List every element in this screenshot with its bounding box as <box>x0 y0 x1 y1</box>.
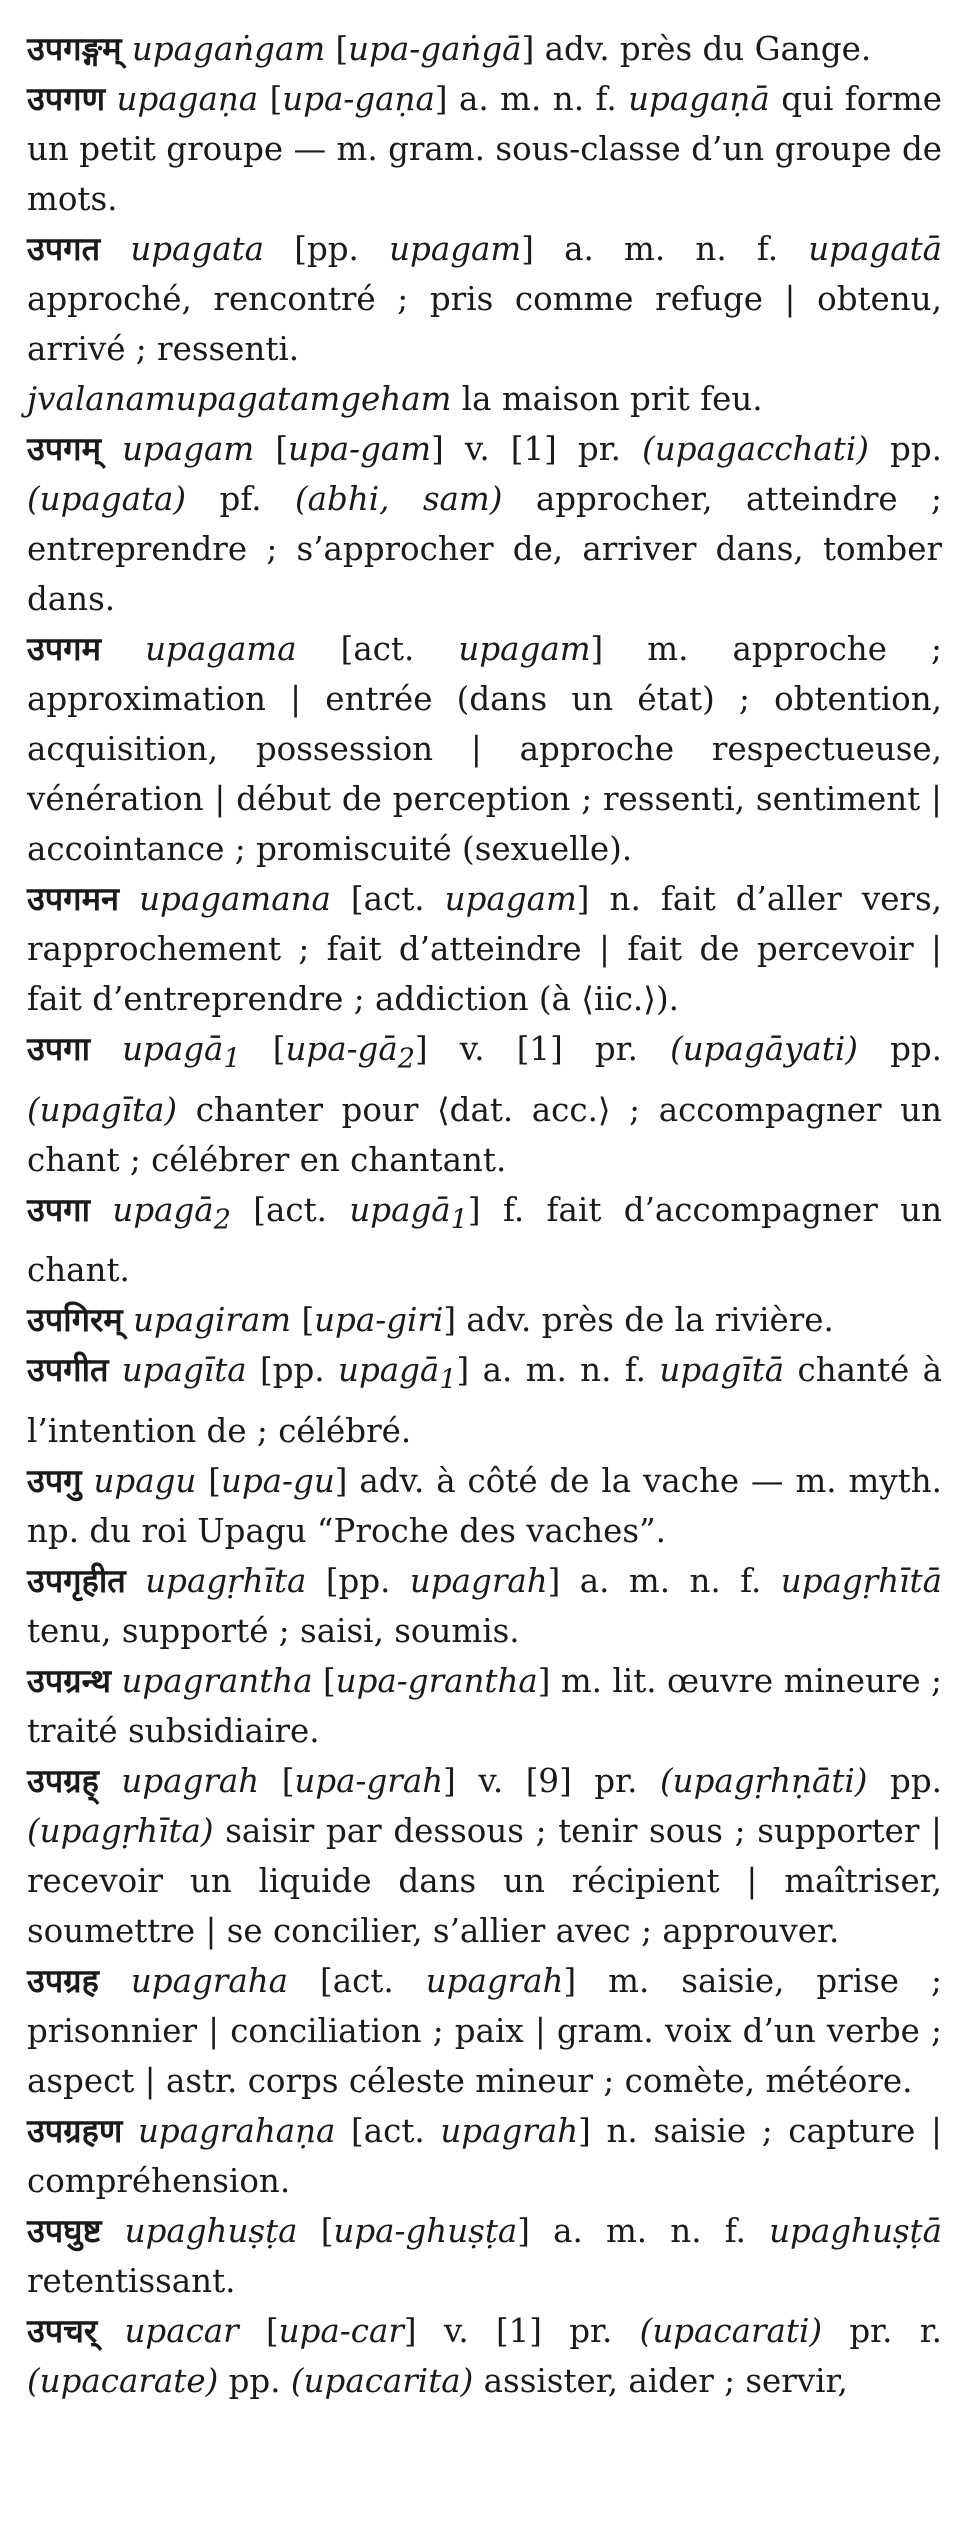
entry-upagata-example <box>27 374 942 424</box>
definition: chanter pour ⟨dat. acc.⟩ ; accompagner un chant ; célébrer en chantant. <box>27 1090 942 1179</box>
pp-form: (upagṛhīta) <box>27 1811 214 1850</box>
etymology: upagā$_1$ <box>338 1351 457 1396</box>
headword: उपगत <box>27 229 101 268</box>
etymology: upagrah <box>409 1561 548 1600</box>
definition: saisir par dessous ; tenir sous ; supporter | recevoir un liquide dans un récipient | maîtriser, soumettre | se concilier, s’allier avec ; approuver. <box>27 1811 942 1950</box>
transliteration: upagrah <box>121 1761 260 1800</box>
entry-upagangam: उपगङ्गम् upagaṅgam [upa-gaṅgā] adv. près du Gange. <box>27 29 872 68</box>
feminine-form: upaghuṣṭā <box>769 2211 942 2250</box>
etymology: upa-car <box>278 2311 404 2350</box>
feminine-form: upagatā <box>808 230 943 268</box>
entry-upagrantha: उपग्रन्थ upagrantha [upa-grantha] m. lit. œuvre mineure ; traité subsidiaire. <box>27 1660 942 1750</box>
definition: assister, aider ; servir, <box>483 2361 848 2400</box>
entry-upagam: उपगम् upagam [upa-gam] v. [1] pr. (upagacchati) pp. (upagata) pf. (abhi, sam) approcher, atteindre ; entreprendre ; s’approcher de, arriver dans, tomber dans. <box>27 429 943 618</box>
headword: उपगण <box>27 79 106 118</box>
headword: उपगीत <box>27 1350 109 1389</box>
etymology-type: act. <box>353 630 415 668</box>
entry-upagamana: उपगमन upagamana [act. upagam] n. fait d’aller vers, rapprochement ; fait d’atteindre | fait de percevoir | fait d’entreprendre ; addiction (à ⟨iic.⟩). <box>27 879 942 1018</box>
entry-upagana: उपगण upagaṇa [upa-gaṇa] a. m. n. f. upagaṇā qui forme un petit groupe — m. gram. sous-classe d’un groupe de mots. <box>27 79 942 218</box>
headword: उपगृहीत <box>27 1560 126 1600</box>
transliteration: upagā$_1$ <box>122 1030 241 1075</box>
headword: उपग्रहण <box>27 2110 123 2150</box>
homonym-index: 2 <box>213 1204 231 1235</box>
headword: उपग्रन्थ <box>27 1660 112 1700</box>
etymology-type: pp. <box>338 1561 391 1600</box>
etymology: upa-gam <box>288 430 432 468</box>
present-form: (upagacchati) <box>642 430 869 468</box>
transliteration: upagata <box>130 230 265 268</box>
etymology: upagam <box>444 880 577 918</box>
pp-label: pp. <box>228 2361 281 2400</box>
definition: adv. à côté de la vache — m. myth. np. du roi Upagu “Proche des vaches”. <box>27 1461 942 1550</box>
present-form: (upacarati) <box>639 2311 823 2350</box>
definition: retentissant. <box>27 2261 236 2300</box>
etymology-type: pp. <box>306 230 359 268</box>
etymology-type: pp. <box>272 1351 325 1389</box>
definition: chanté à l’intention de ; célébré. <box>27 1351 942 1450</box>
headword: उपचर् <box>27 2310 98 2350</box>
verb-class: v. [1] pr. <box>443 2311 613 2350</box>
etymology-type: act. <box>363 880 425 918</box>
transliteration: upagīta <box>121 1351 247 1389</box>
pp-label: pp. <box>890 1030 943 1068</box>
definition: qui forme un petit groupe — m. gram. sous-classe d’un groupe de mots. <box>27 80 942 218</box>
definition: m. approche ; approximation | entrée (dans un état) ; obtention, acquisition, possession | approche respectueuse, vénération | début de perception ; ressenti, sentiment | accointance ; promiscuité (sexuelle). <box>27 630 942 868</box>
present-form: (upagṛhṇāti) <box>659 1761 868 1800</box>
headword: उपग्रह् <box>27 1760 99 1800</box>
etymology: upa-gaṅgā <box>348 30 522 68</box>
entry-upagrahana: उपग्रहण upagrahaṇa [act. upagrah] n. saisie ; capture | compréhension. <box>27 2110 942 2200</box>
entry-upagita: उपगीत upagīta [pp. upagā$_1$] a. m. n. f. upagītā chanté à l’intention de ; célébré. <box>27 1350 942 1450</box>
headword: उपगम् <box>27 429 102 468</box>
present-form: (upagāyati) <box>670 1030 858 1068</box>
transliteration: upacar <box>124 2311 239 2350</box>
grammar: a. m. n. f. <box>482 1351 647 1389</box>
verb-class: v. [9] pr. <box>478 1761 638 1800</box>
entry-upaghusta: उपघुष्ट upaghuṣṭa [upa-ghuṣṭa] a. m. n. f. upaghuṣṭā retentissant. <box>27 2210 942 2300</box>
etymology: upa-gaṇa <box>282 80 435 118</box>
definition: m. saisie, prise ; prisonnier | conciliation ; paix | gram. voix d’un verbe ; aspect | astr. corps céleste mineur ; comète, météore. <box>27 1961 942 2100</box>
etymology: upa-grantha <box>335 1661 538 1700</box>
grammar: a. m. n. f. <box>564 230 779 268</box>
transliteration: upagaṇa <box>116 80 259 118</box>
transliteration: upagrantha <box>121 1661 313 1700</box>
pr-r-form: (upacarate) <box>27 2361 219 2400</box>
headword: उपघुष्ट <box>27 2210 102 2250</box>
entry-upagu: उपगु upagu [upa-gu] adv. à côté de la vache — m. myth. np. du roi Upagu “Proche des vaches”. <box>27 1460 942 1550</box>
etymology: upagrah <box>425 1961 564 2000</box>
definition: f. fait d’accompagner un chant. <box>27 1190 942 1289</box>
headword: उपगा <box>27 1029 90 1068</box>
etymology: upagam <box>389 230 522 268</box>
pf-label: pf. <box>219 480 262 518</box>
feminine-form: upagṛhītā <box>780 1561 942 1600</box>
entry-upagraha: उपग्रह upagraha [act. upagrah] m. saisie, prise ; prisonnier | conciliation ; paix | gram. voix d’un verbe ; aspect | astr. corps céleste mineur ; comète, météore. <box>27 1960 942 2100</box>
verb-class: v. [1] pr. <box>459 1030 638 1068</box>
etymology: upagam <box>458 630 591 668</box>
entry-upagiram: उपगिरम् upagiram [upa-giri] adv. près de la rivière. <box>27 1300 834 1339</box>
transliteration: upagṛhīta <box>145 1561 307 1600</box>
example-translation: la maison prit feu. <box>461 380 763 418</box>
verb-class: v. [1] pr. <box>464 430 622 468</box>
definition: adv. près du Gange. <box>544 30 872 68</box>
pp-form: (upagata) <box>27 480 187 518</box>
headword: उपग्रह <box>27 1960 99 2000</box>
headword: उपगम <box>27 629 102 668</box>
pr-r-label: pr. r. <box>849 2311 943 2350</box>
etymology: upa-gu <box>220 1461 335 1500</box>
definition: approcher, atteindre ; entreprendre ; s’approcher de, arriver dans, tomber dans. <box>27 480 943 618</box>
grammar: a. m. n. f. <box>579 1561 762 1600</box>
transliteration: upagamana <box>139 880 331 918</box>
definition: tenu, supporté ; saisi, soumis. <box>27 1611 520 1650</box>
definition: m. lit. œuvre mineure ; traité subsidiaire. <box>27 1661 942 1750</box>
headword: उपगमन <box>27 879 120 918</box>
definition: adv. près de la rivière. <box>466 1301 834 1339</box>
entry-upagrah: उपग्रह् upagrah [upa-grah] v. [9] pr. (upagṛhṇāti) pp. (upagṛhīta) saisir par dessous ; tenir sous ; supporter | recevoir un liquide dans un récipient | maîtriser, soumettre | se concilier, s’allier avec ; approuver. <box>27 1760 942 1950</box>
entry-upagama: उपगम upagama [act. upagam] m. approche ; approximation | entrée (dans un état) ; obtention, acquisition, possession | approche respectueuse, vénération | début de perception ; ressenti, sentiment | accointance ; promiscuité (sexuelle). <box>27 629 942 868</box>
definition: n. fait d’aller vers, rapprochement ; fait d’atteindre | fait de percevoir | fait d’entreprendre ; addiction (à ⟨iic.⟩). <box>27 880 942 1018</box>
etymology-type: act. <box>363 2111 425 2150</box>
transliteration: upaghuṣṭa <box>124 2211 298 2250</box>
transliteration: upagama <box>145 630 297 668</box>
entry-upaga-2: उपगा upagā$_2$ [act. upagā$_1$] f. fait d’accompagner un chant. <box>27 1189 942 1289</box>
feminine-form: upagaṇā <box>628 80 770 118</box>
headword: उपगा <box>27 1189 90 1229</box>
etymology: upagā$_1$ <box>349 1190 468 1235</box>
etymology: upa-giri <box>314 1301 444 1339</box>
grammar: a. m. n. f. <box>553 2211 746 2250</box>
etymology-type: act. <box>265 1190 327 1229</box>
etymology: upagrah <box>440 2111 579 2150</box>
entry-upagrhita: उपगृहीत upagṛhīta [pp. upagrah] a. m. n. f. upagṛhītā tenu, supporté ; saisi, soumis. <box>27 1560 942 1650</box>
etymology: upa-grah <box>294 1761 444 1800</box>
entry-upagata: उपगत upagata [pp. upagam] a. m. n. f. upagatā approché, rencontré ; pris comme refuge | obtenu, arrivé ; ressenti. <box>27 229 943 368</box>
transliteration: upagraha <box>130 1961 289 2000</box>
etymology: upa-ghuṣṭa <box>333 2211 518 2250</box>
definition: n. saisie ; capture | compréhension. <box>27 2111 942 2200</box>
grammar: a. m. n. f. <box>459 80 617 118</box>
transliteration: upagā$_2$ <box>112 1190 231 1235</box>
transliteration: upagaṅgam <box>131 30 326 68</box>
example-sentence: jvalanamupagatamgeham <box>27 380 452 418</box>
pp-form: (upacarita) <box>290 2361 474 2400</box>
pf-form: (abhi, sam) <box>294 480 503 518</box>
etymology-type: act. <box>332 1961 394 2000</box>
transliteration: upagiram <box>133 1301 292 1339</box>
homonym-index: 1 <box>223 1043 241 1075</box>
pp-label: pp. <box>890 1761 942 1800</box>
transliteration: upagrahaṇa <box>137 2111 336 2150</box>
headword: उपगिरम् <box>27 1300 123 1339</box>
entry-upaga-1: उपगा upagā$_1$ $[upa-gā_2]$ v. [1] pr. (upagāyati) pp. (upagīta) chanter pour ⟨dat. acc.⟩ ; accompagner un chant ; célébrer en chantant. <box>27 1029 943 1179</box>
headword: उपगु <box>27 1460 82 1500</box>
pp-label: pp. <box>890 430 942 468</box>
definition: approché, rencontré ; pris comme refuge | obtenu, arrivé ; ressenti. <box>27 280 942 368</box>
transliteration: upagu <box>93 1461 197 1500</box>
transliteration: upagam <box>122 430 255 468</box>
etymology: upa-$gā_2$ <box>285 1030 415 1075</box>
pp-form: (upagīta) <box>27 1090 178 1129</box>
headword: उपगङ्गम् <box>27 29 122 68</box>
feminine-form: upagītā <box>659 1351 785 1389</box>
entry-upacar: उपचर् upacar [upa-car] v. [1] pr. (upacarati) pr. r. (upacarate) pp. (upacarita) assister, aider ; servir, <box>27 2310 943 2400</box>
